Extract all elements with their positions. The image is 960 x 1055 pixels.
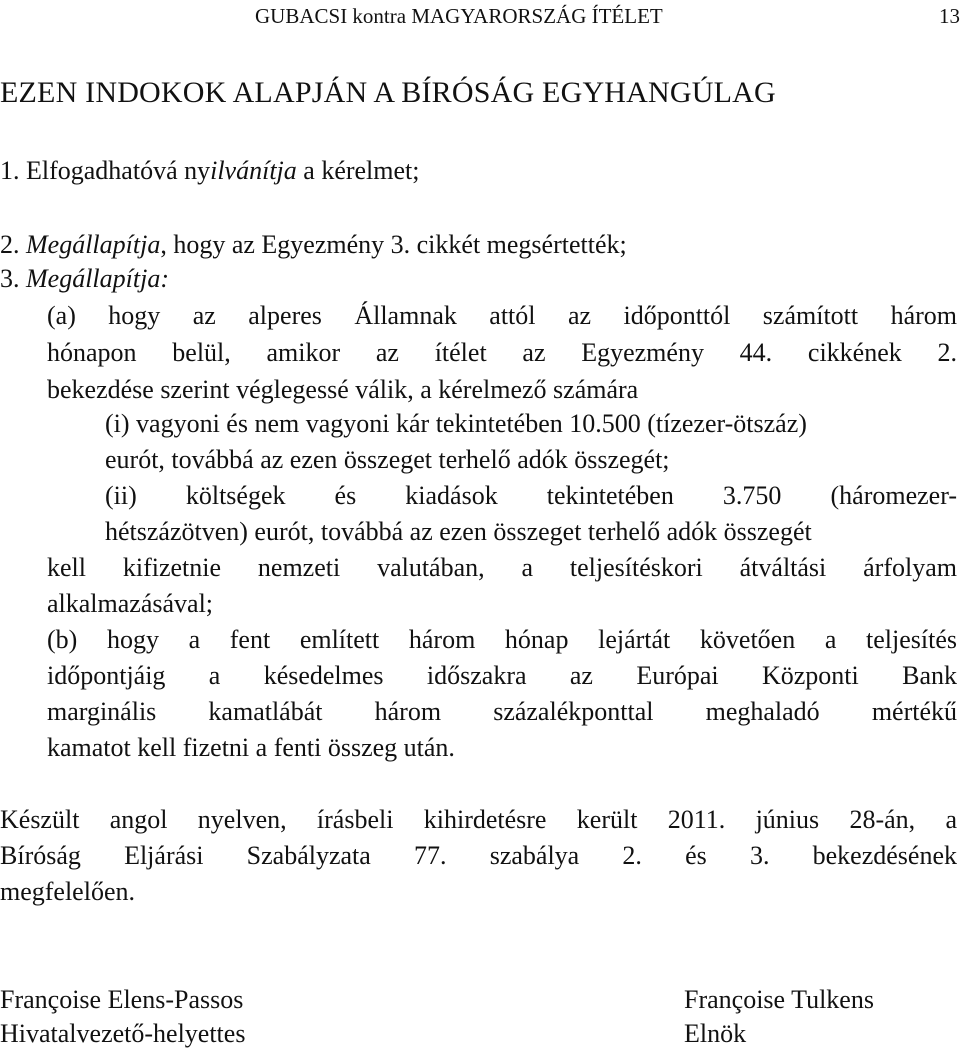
body-line: marginális kamatlábát három százalékponttal meghaladó mértékű [47,697,957,726]
body-line: (i) vagyoni és nem vagyoni kár tekintetében 10.500 (tízezer-ötszáz) [105,409,807,438]
point-2-italic: Megállapítja [26,230,161,259]
body-line: kamatot kell fizetni a fenti összeg után. [47,733,455,762]
body-line: hónapon belül, amikor az ítélet az Egyezmény 44. cikkének 2. [47,338,957,367]
signature-right-title: Elnök [684,1019,747,1048]
point-3 [0,262,169,296]
closing-line: megfelelően. [0,877,135,906]
point-3-prefix: 3. [0,264,26,293]
body-line: időpontjáig a késedelmes időszakra az Európai Központi Bank [47,661,957,690]
point-1-rest: a kérelmet; [296,156,420,185]
signature-left-title: Hivatalvezető-helyettes [0,1019,246,1048]
operative-heading: EZEN INDOKOK ALAPJÁN A BÍRÓSÁG EGYHANGÚLAG [0,76,776,109]
body-line: bekezdése szerint véglegessé válik, a kérelmező számára [47,375,639,404]
point-1-text: 1. Elfogadhatóvá ny [0,156,211,185]
point-2-prefix: 2. [0,230,26,259]
body-line: (ii) költségek és kiadások tekintetében 3.750 (háromezer- [105,481,957,510]
point-2-rest: , hogy az Egyezmény 3. cikkét megsértették; [160,230,627,259]
body-line: hétszázötven) eurót, továbbá az ezen összeget terhelő adók összegét [105,517,812,546]
point-2 [0,228,627,262]
point-1-italic: ilvánítja [210,156,297,185]
signature-right-name: Françoise Tulkens [684,985,874,1014]
page-number: 13 [939,4,960,28]
body-line: (b) hogy a fent említett három hónap lejártát követően a teljesítés [47,625,957,654]
body-line: (a) hogy az alperes Államnak attól az időponttól számított három [47,301,957,330]
body-line: kell kifizetnie nemzeti valutában, a teljesítéskori átváltási árfolyam [47,553,957,582]
header-title: GUBACSI kontra MAGYARORSZÁG ÍTÉLET [255,4,663,28]
point-3-italic: Megállapítja: [26,264,169,293]
body-line: alkalmazásával; [47,589,214,618]
body-line: eurót, továbbá az ezen összeget terhelő adók összegét; [105,445,670,474]
point-1 [0,154,420,188]
closing-line: Készült angol nyelven, írásbeli kihirdetésre került 2011. június 28-án, a [0,805,957,834]
signature-left-name: Françoise Elens-Passos [0,985,244,1014]
closing-line: Bíróság Eljárási Szabályzata 77. szabálya 2. és 3. bekezdésének [0,841,957,870]
